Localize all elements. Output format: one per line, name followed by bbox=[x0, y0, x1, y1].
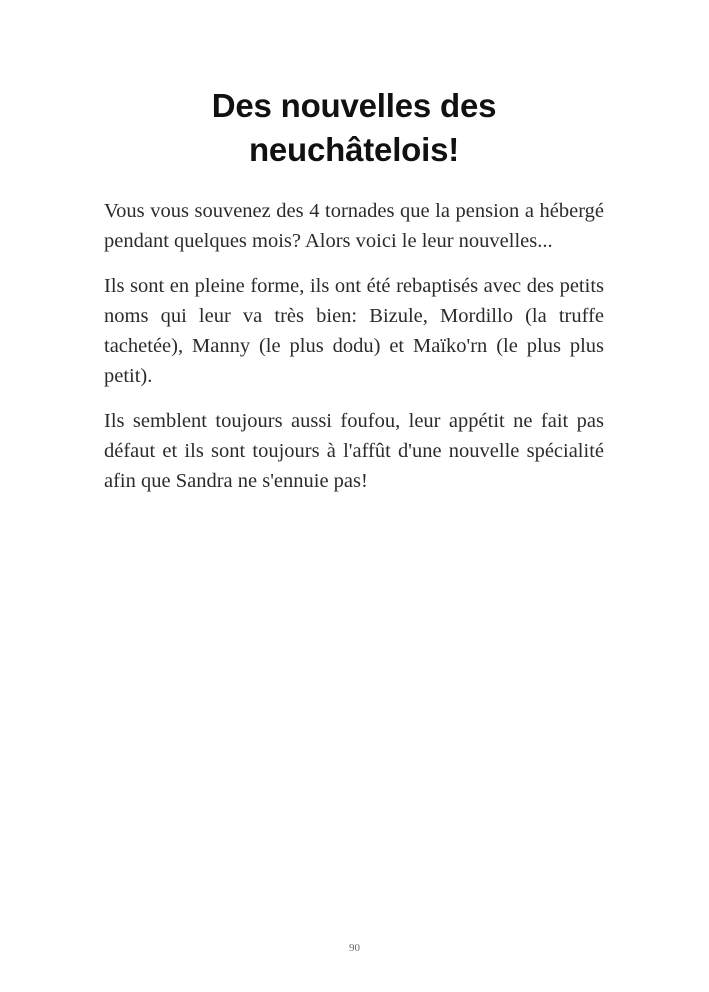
paragraph-2: Ils sont en pleine forme, ils ont été rebaptisés avec des petits noms qui leur va très bien: Bizule, Mordillo (la truffe tachetée), Manny (le plus dodu) et Maïko'rn (le plus plus petit). bbox=[104, 275, 604, 387]
paragraph-1: Vous vous souvenez des 4 tornades que la pension a hébergé pendant quelques mois? Alors voici le leur nouvelles... bbox=[104, 200, 604, 252]
paragraph-3: Ils semblent toujours aussi foufou, leur appétit ne fait pas défaut et ils sont toujours à l'affût d'une nouvelle spécialité afin que Sandra ne s'ennuie pas! bbox=[104, 410, 604, 492]
article-body bbox=[104, 196, 604, 511]
page-title: Des nouvelles des neuchâtelois! bbox=[211, 87, 497, 168]
page-number: 90 bbox=[349, 942, 360, 954]
